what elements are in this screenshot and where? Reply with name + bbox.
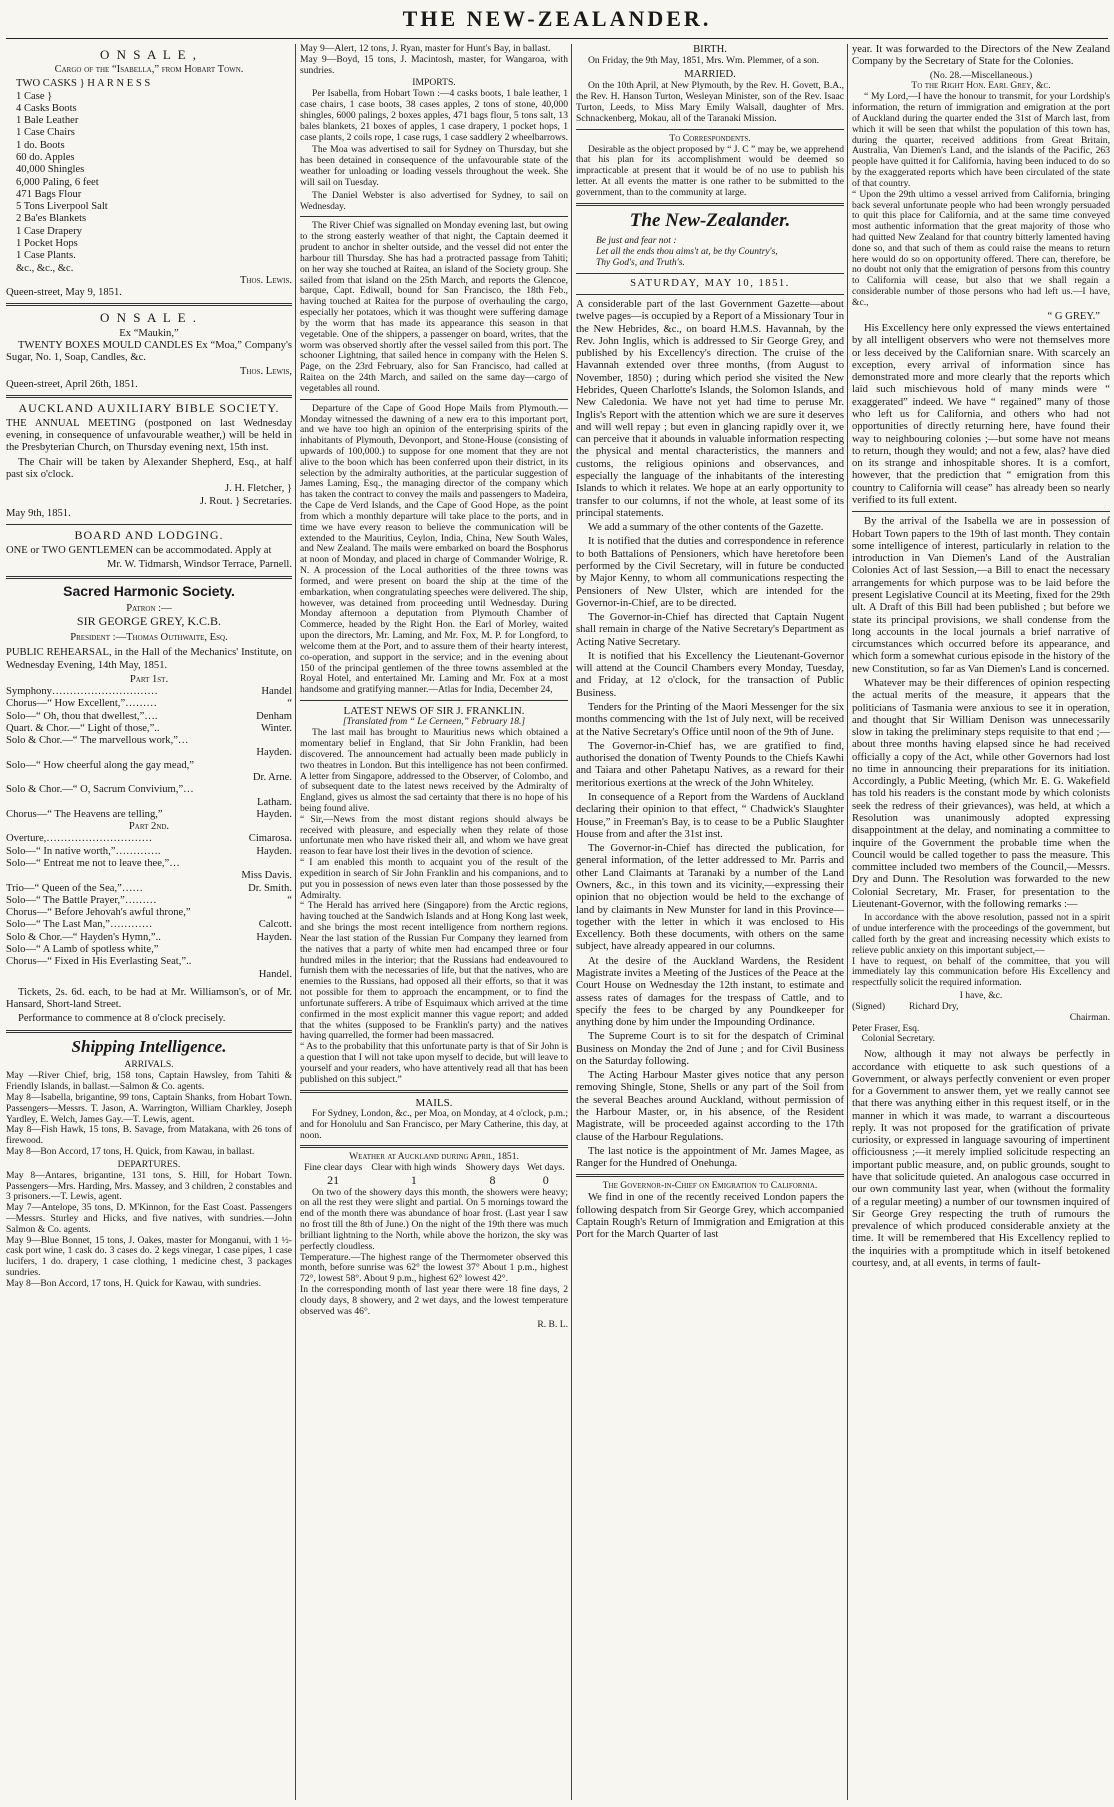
mails-body: For Sydney, London, &c., per Moa, on Monday, at 4 o'clock, p.m.; and for Honolulu and San Francisco, per Mary Catherine, this day, at noon. [300, 1107, 568, 1141]
editorial-paragraph: The Supreme Court is to sit for the despatch of Criminal Business on Monday the 2nd of June ; and for Civil Business on the Saturday following. [576, 1031, 844, 1067]
editorial-paragraph: Now, although it may not always be perfectly in accordance with etiquette to ask such questions of a Government, or always perfectly convenient or even proper for a Government to answer them, yet we really cannot see that there was anything either in this request itself, or in the manner in which it was made, to warrant a discourteous reply. It was not proposed for the gratification of private curiosity, or expressed in language savouring of impertinent officiousness ;—it merely implied solicitude respecting an important public measure, and, on public grounds, sought to have that solicitude quieted. An analogous case occurred in our own community last year, when (without the formality of a regular meeting) a number of our townsmen inquired of Sir George Grey respecting the truth of rumours the prevalence of which produced considerable anxiety at the time. It will be remembered that His Excellency replied to the inquiries with a promptitude which in itself betokened courtesy, and, at all events, in terms of fault- [852, 1049, 1110, 1269]
moa-notice: The Moa was advertised to sail for Sydney on Thursday, but she has been detained in consequence of the unfavourable state of the weather for unloading or loading vessels throughout the week. She will sail on Tuesday. [300, 144, 568, 188]
editorial-paragraph: In consequence of a Report from the Wardens of Auckland declaring their opinion to that effect, “ Chadwick's Slaughter House,” in Freeman's Bay, is to cease to be a Public Slaughter House from and after the 31st inst. [576, 792, 844, 840]
franklin-subtitle: [Translated from “ Le Cerneen,” February 18.] [342, 717, 526, 728]
sale2-date: Queen-street, April 26th, 1851. [6, 378, 138, 390]
rule [300, 1145, 568, 1148]
patron-name: SIR GEORGE GREY, K.C.B. [76, 614, 222, 629]
table-header: Fine clear days [304, 1162, 363, 1174]
weather-signature: R. B. L. [537, 1318, 568, 1330]
rule [576, 129, 844, 130]
program-row: Solo—“ A Lamb of spotless white,” [6, 943, 159, 955]
list-item: 1 Case Drapery [16, 225, 82, 237]
program-row: Chorus—“ How Excellent,”……… “ [6, 698, 292, 710]
editorial-paragraph: We add a summary of the other contents of the Gazette. [588, 522, 824, 534]
program-row: Solo—“ Oh, thou that dwellest,”…. Denham [6, 710, 292, 722]
letter-addressee: To the Right Hon. Earl Grey, &c. [911, 80, 1051, 92]
column-2 [300, 44, 568, 1800]
departures-continued: May 9—Alert, 12 tons, J. Ryan, master for Hunt's Bay, in ballast. May 9—Boyd, 15 tons, J. Macintosh, master, for Wangaroa, with sundries. [300, 44, 568, 76]
list-item: 1 Bale Leather [16, 115, 79, 127]
program-row: Dr. Arne. [252, 772, 292, 784]
sale2-body: TWENTY BOXES MOULD CANDLES Ex “Moa,” Company's Sugar, No. 1, Soap, Candles, &c. [6, 339, 292, 364]
editorial-paragraph: The Acting Harbour Master gives notice that any person removing Shingle, Stone, Shells or any part of the Soil from the several Beaches around Auckland, without permission of the Harbour Master, or, in his absence, of the Resident Magistrate, will be proceeded against according to the 17th clause of the Harbour Regulations. [576, 1070, 844, 1143]
list-item: 6,000 Paling, 6 feet [16, 176, 99, 188]
bible-society-date: May 9th, 1851. [6, 507, 71, 519]
weather-table [300, 1163, 568, 1187]
column-3 [576, 44, 844, 1800]
weather-body: On two of the showery days this month, the showers were heavy; on all the rest they were slight and partial. On 5 mornings toward the end of the month there was abundance of hoar frost. (Last year I saw no frost till the 8th of June.) On the night of the 19th there was much brilliant lightning to the North, while above the horizon, the sky was perfectly cloudless. Temperature.—The highest range of the Thermometer observed this month, before sunrise was 62° the lowest 37° About 1 p.m., highest 72°, lowest 58°. About 9 p.m., highest 62° lowest 42°. In the corresponding month of last year there were 18 fine days, 2 cloudy days, 8 showery, and 2 wet days, and the lowest temperature observed was 46°. [300, 1186, 568, 1317]
sale2-ex: Ex “Maukin,” [119, 327, 179, 339]
list-item: 5 Tons Liverpool Salt [16, 201, 108, 213]
editorial-paragraph: The Governor-in-Chief has directed the publication, for general information, of the letter addressed to Mr. Parris and other Land Claimants at Taranaki by a number of the Land Owners, &c., in this town and its vicinity,—expressing their opinion that no objection would be held to the exchange of land by claimants in New Munster for land in this Province—together with the letter in which it was enclosed to His Excellency. Both these documents, with others on the same subject, have already appeared in our columns. [576, 843, 844, 953]
weather-title: Weather at Auckland during April, 1851. [349, 1151, 519, 1163]
bible-society-chair: The Chair will be taken by Alexander Shepherd, Esq., at half past six o'clock. [6, 456, 292, 480]
table-row [300, 1163, 568, 1174]
program-row: Chorus—“ Fixed in His Everlasting Seat,”.. [6, 956, 192, 968]
program-row: Solo—“ How cheerful along the gay mead,” [6, 759, 194, 771]
column-1 [6, 44, 292, 1800]
editorial-paragraph: A considerable part of the last Government Gazette—about twelve pages—is occupied by a Report of a Missionary Tour in the New Hebrides, &c., on board H.M.S. Havannah, by the Rev. John Inglis, which is addressed to Sir George Grey, and published by his Excellency's direction. The cruise of the Havannah extended over three months, (from August to November, 1850) ; during which period she visited the New Hebrides, Queen Charlotte's Islands, the Solomon Islands, and New Caledonia. We have not yet had time to peruse Mr. Inglis's Report with the attention which we are sure it deserves and will well repay ; but even in glancing rapidly over it, we can perceive that it abounds in valuable information respecting the physical and mental characteristics, the manners and customs, the religious opinions and observances, and especially the language of the inhabitants of the interesting Islands to which it relates. We hope at an early opportunity to transfer to our columns, if not the whole, at least some of its principal statements. [576, 299, 844, 519]
rule [576, 1174, 844, 1177]
dry-letter-signed: (Signed) Richard Dry, [852, 1000, 959, 1012]
rule [576, 294, 844, 295]
program-row: Chorus—“ The Heavens are telling,” Hayden. [6, 808, 292, 820]
editorial-paragraph: By the arrival of the Isabella we are in possession of Hobart Town papers to the 19th of last month. They contain some intelligence of interest, particularly in relation to the introduction in Van Diemen's Land of the Australian Colonies Act of last Session,—a Bill to enact the necessary arrangements for which purpose was to be laid before the present Legislative Council at its Meeting, fixed for the 29th ult. A Draft of this Bill had been published ; but before we state its principal provisions, we shall condense from the long accounts in the local journals a brief narrative of circumstances which occurred before its appearance, and which form a somewhat curious episode in the history of the new Constitution, so far as Van Diemen's Land is concerned. [852, 516, 1110, 675]
departures-body: May 8—Antares, brigantine, 131 tons, S. Hill, for Hobart Town. Passengers—Mrs. Harding, Mrs. Massey, and 3 children, 2 constables and 3 prisoners.—T. Lewis, agent. May 7—Antelope, 35 tons, D. M'Kinnon, for the East Coast. Passengers—Messrs. Sturley and Hicks, and five natives, with sundries.—John Salmon & Co. agents. May 9—Blue Bonnet, 15 tons, J. Oakes, master for Monganui, with 1 ½-cask port wine, 1 cask do. 3 cases do. 2 kegs vinegar, 1 case pipes, 1 case lucifers, 1 do. drapery, 1 case clothing, 1 medicine chest, 3 packages sundries. May 8—Bon Accord, 17 tons, H. Quick for Kawau, with sundries. [6, 1169, 292, 1289]
table-cell: 0 [542, 1173, 549, 1188]
program-part-1 [6, 686, 292, 821]
program-row: Solo—“ Entreat me not to leave thee,”… [6, 858, 180, 870]
rule [6, 524, 292, 525]
part-1-label: Part 1st. [129, 673, 169, 685]
daniel-webster-notice: The Daniel Webster is also advertised for Sydney, to sail on Wednesday. [300, 189, 568, 212]
program-row: Miss Davis. [241, 870, 292, 882]
birth-body: On Friday, the 9th May, 1851, Mrs. Wm. Plemmer, of a son. [588, 55, 820, 67]
imports-heading: IMPORTS. [412, 77, 456, 89]
program-row: Solo—“ The Battle Prayer,”……… “ [6, 894, 292, 906]
program-row: Handel. [258, 968, 292, 980]
married-body: On the 10th April, at New Plymouth, by the Rev. H. Govett, B.A., the Rev. H. Hanson Turton, Wesleyan Minister, son of the Rev. Isaac Turton, Leeds, to Miss Mary Emily Walsall, daughter of Mrs. Schnackenberg, Mokau, all of the Taranaki Mission. [576, 80, 844, 124]
table-header: Clear with high winds [371, 1162, 457, 1174]
program-row: Symphony………………………… Handel [6, 686, 292, 698]
editorial-paragraph: The Governor-in-Chief has, we are gratified to find, authorised the donation of Twenty Pounds to the Chiefs Kawhi and Taiara and other Pahetapu Natives, as a reward for their meritorious exertions at the wreck of the John Whiteley. [576, 740, 844, 789]
dry-letter-addressee: Peter Fraser, Esq. Colonial Secretary. [852, 1022, 936, 1045]
table-cell: 8 [489, 1173, 496, 1188]
birth-heading: BIRTH. [693, 44, 727, 55]
river-chief-report: The River Chief was signalled on Monday evening last, but owing to the strong easterly weather of that night, the Captain deemed it prudent to anchor in shelter outside, and the vessel did not enter the harbour till Thursday. She has had a protracted passage from Tahiti; on her way she touched at Raitea, an island of the Society group. She sailed from that island on the 25th March, and reports the Glencoe, barque, Capt. Ediwall, bound for San Francisco, the 18th Feb., having touched at Raitea for the purpose of overhauling the cargo, especially her potatoes, which it was thought were suffering damage by the worm that has made its appearance this season in that vegetable. One of the shippers, a passenger on board, writes, that the worm was observed shortly after the vessel sailed from this port. The schooner Lightning, that sailed hence in company with the Helen S. Page, on the 23rd February, also for San Francisco, had called at Raitea on the 24th March, and sailed on the same day—cargo of vegetables all round. [300, 220, 568, 394]
rehearsal-body: PUBLIC REHEARSAL, in the Hall of the Mechanics' Institute, on Wednesday Evening, 14th May, 1851. [6, 647, 292, 671]
editorial-paragraph: Whatever may be their differences of opinion respecting the actual merits of the measure, it appears that the politicians of Tasmania were anxious to see it in operation, and thought that Sir William Denison was unnecessarily slow in taking the preliminary steps requisite to that end ;—about three months having elapsed since he had received officially a copy of the Act, while other Governors had lost no time in announcing their preparations for its initiation. Accordingly, a Public Meeting, (which Mr. E. G. Wakefield has told his readers is the constant mode by which colonists seek the redress of their grievances), was held, at which a Resolution was unanimously adopted expressing disappointment at the delay, and nominating a committee to inquire of the Government the probable time when the Council would be called together to pass the measure. This committee included two members of the Council,—Messrs. Dry and Dunn. The Resolution was forwarded to the new Colonial Secretary, Mr. Fraser, for presentation to the Lieutenant-Governor, with the following remarks :— [852, 677, 1110, 910]
patron-label: Patron :— [126, 602, 172, 614]
rule [576, 203, 844, 206]
program-row: Solo—“ In native worth,”…………. Hayden. [6, 845, 292, 857]
dateline: SATURDAY, MAY 10, 1851. [630, 277, 790, 289]
program-row: Trio—“ Queen of the Sea,”…… Dr. Smith. [6, 882, 292, 894]
program-row: Chorus—“ Before Jehovah's awful throne,” [6, 907, 191, 919]
masthead: THE NEW-ZEALANDER. [402, 6, 712, 31]
grey-letter: “ My Lord,—I have the honour to transmit, for your Lordship's information, the return of immigration and emigration at the port of Auckland during the quarter ended the 31st of March last, from which it will be seen that whilst the population of this town has, during the quarter, received additions from Great Britain, Australia, Van Diemen's Land, and the islands of the Pacific, 263 people have quitted it for California, having been induced to do so by the exaggerated reports which have been circulated of the state of that country. “ Upon the 29th ultimo a vessel arrived from California, bringing back several unfortunate people who had been wrongly persuaded to quit this place for California, and at the same time conveyed most authentic information that the great majority of those who had quitted New Zealand for that country bitterly lamented having done so, and that such of them as could raise the means to return here would do so on opportunity offered. There can, therefore, be no doubt not only that the emigration of persons from this country to California will cease, but also that we shall regain a considerable number of those persons who had left us.—I have, &c., [852, 91, 1110, 308]
program-row: Hayden. [256, 747, 292, 759]
program-row: Solo & Chor.—“ Hayden's Hymn,”.. Hayden. [6, 931, 292, 943]
column-divider [571, 44, 572, 1800]
motto: Be just and fear not : Let all the ends thou aims't at, be thy Country's, Thy God's, and Truth's. [596, 235, 778, 268]
bible-society-secretaries: J. H. Fletcher, } J. Rout. } Secretaries. [199, 483, 292, 507]
married-heading: MARRIED. [684, 69, 736, 81]
harmonic-society-title: Sacred Harmonic Society. [63, 582, 235, 599]
list-item: 1 do. Boots [16, 139, 65, 151]
program-row: Solo & Chor.—“ The marvellous work,”… [6, 735, 189, 747]
arrivals-body: May —River Chief, brig, 158 tons, Captain Hawsley, from Tahiti & Friendly Islands, in ballast.—Salmon & Co. agents. May 8—Isabella, brigantine, 99 tons, Captain Shanks, from Hobart Town. Passengers—Messrs. T. Jason, A. Warrington, William Charkley, Joseph Yardley, E. Welch, James Gay.—T. Lewis, agent. May 8—Fish Hawk, 15 tons, B. Savage, from Matakana, with 26 tons of firewood. May 8—Bon Accord, 17 tons, H. Quick, from Kawau, in ballast. [6, 1070, 292, 1158]
editorial-paragraph: It is notified that his Excellency the Lieutenant-Governor will attend at the Council Chambers every Monday, Tuesday, and Friday, at 12 o'clock, for the transaction of Public Business. [576, 650, 844, 699]
sale-title: O N S A L E , [99, 47, 199, 62]
rule [6, 395, 292, 398]
list-item: 40,000 Shingles [16, 164, 85, 176]
grey-signature: “ G GREY.” [1047, 310, 1100, 322]
sale-subtitle: Cargo of the “Isabella,” from Hobart Town. [54, 64, 244, 76]
list-item: TWO CASKS } H A R N E S S [16, 78, 151, 90]
emigration-body: We find in one of the recently received London papers the following despatch from Sir George Grey, which accompanied Captain Rough's Return of Immigration and Emigration at this Port for the March Quarter of last [576, 1192, 844, 1241]
tickets: Tickets, 2s. 6d. each, to be had at Mr. Williamson's, or of Mr. Hansard, Short-land Street. [6, 986, 292, 1011]
cape-mails-report: Departure of the Cape of Good Hope Mails from Plymouth.—Monday witnessed the dawning of a new era to this important port, and we have too high an opinion of the enterprising spirits of the inhabitants of Plymouth, Devonport, and Stone-House (consisting of upwards of 100,000.) to suppose for one moment that they are not alive to the boon which has been conferred upon their district, in its selection by the admiralty authorities, at the particular suggestion of James Laming, Esq., the managing director of the company which has taken the contract to convey the mails and passengers to Madeira, the Cape de Verd Islands, and the Cape of Good Hope, as the point from which a monthly departure will take place to the ports, and in time we have every reason to believe the communication will be extended to the Mauritius, Ceylon, India, China, New South Wales, and New Zealand. The mails were embarked on board the Bosphorus at noon of Monday, and placed in charge of Commander Wolrige, R. N. A procession of the Local authorities of the three towns was formed, and were present on board the ship at the time of the embarkation, when congratulating speeches were delivered. The ship, however, was detained from proceeding until Wednesday. During Monday afternoon a deputation from Plymouth Chamber of Commerce, headed by the Right Hon. the Earl of Morley, waited upon the directors, Mr. Laming, and Mr. Fox, M. P. for Longford, to welcome them at the Port, and to assure them of their hearty interest, co-operation, and support in the service; and in the evening about 150 of the principal gentlemen of the three towns assembled at the Royal Hotel, and entertained Mr. Laming and Mr. Fox at a most handsome and gratifying manner.—Atlas for India, December 24, [300, 402, 568, 696]
column-divider [847, 44, 848, 1800]
president: President :—Thomas Outhwaite, Esq. [70, 631, 228, 643]
masthead-rule [6, 38, 1108, 39]
sale-items [6, 78, 292, 275]
list-item: &c., &c., &c. [16, 262, 74, 274]
column-divider [295, 44, 296, 1800]
mails-title: MAILS. [415, 1096, 453, 1109]
dry-letter-closing: I have, &c. [959, 990, 1003, 1002]
rule [852, 511, 1110, 512]
program-row: Latham. [256, 796, 292, 808]
program-row: Quart. & Chor.—“ Light of those,”.. Winter. [6, 722, 292, 734]
list-item: 1 Case } [16, 90, 53, 102]
list-item: 1 Case Chairs [16, 127, 75, 139]
franklin-title: LATEST NEWS OF SIR J. FRANKLIN. [343, 705, 525, 718]
performance-time: Performance to commence at 8 o'clock precisely. [18, 1013, 226, 1025]
miscellaneous-number: (No. 28.—Miscellaneous.) [929, 69, 1033, 81]
emigration-heading: The Governor-in-Chief on Emigration to California. [602, 1180, 818, 1192]
rule [300, 399, 568, 400]
paper-title: The New-Zealander. [629, 209, 791, 231]
program-row: Solo—“ The Last Man,”………… Calcott. [6, 919, 292, 931]
emigration-continued: year. It was forwarded to the Directors of the New Zealand Company by the Secretary of State for the Colonies. [852, 44, 1110, 68]
board-body: ONE or TWO GENTLEMEN can be accommodated. Apply at [6, 544, 272, 556]
list-item: 471 Bags Flour [16, 188, 82, 200]
list-item: 60 do. Apples [16, 152, 75, 164]
table-cell: 21 [327, 1173, 340, 1188]
rule [6, 303, 292, 306]
shipping-intelligence-title: Shipping Intelligence. [71, 1036, 227, 1056]
correspondents-body: Desirable as the object proposed by “ J. C ” may be, we apprehend that his plan for its accomplishment would be deemed so impracticable at present that it would be of no use to publish his letter. At all events the matter is one rather to be submitted to the government, than to the community at large. [576, 143, 844, 198]
editorial-paragraph: At the desire of the Auckland Wardens, the Resident Magistrate invites a Meeting of the Justices of the Peace at the Court House on Wednesday the 12th instant, to estimate and assess rates of damages for the trespass of Cattle, and to specify the fees to be charged by any Poundkeeper for anything done by him under the Impounding Ordinance. [576, 955, 844, 1029]
list-item: 1 Pocket Hops [16, 238, 78, 250]
departures-heading: DEPARTURES. [117, 1158, 181, 1170]
column-4 [852, 44, 1110, 1800]
rule [6, 1030, 292, 1033]
rule [300, 700, 568, 701]
editorial-paragraph: It is notified that the duties and correspondence in reference to both Battalions of Pensioners, which have heretofore been performed by the Civil Secretary, will in future be conducted by Major Kenny, to whom all communications respecting the Pensioners of New Ulster, which are intended for the Governor-in-Chief, are to be directed. [576, 536, 844, 609]
list-item: 1 Case Plants. [16, 250, 76, 262]
table-cell: 1 [410, 1173, 417, 1188]
sale2-signature: Thos. Lewis, [240, 366, 292, 378]
arrivals-heading: ARRIVALS. [124, 1059, 174, 1071]
program-part-2 [6, 833, 292, 980]
sale2-title: O N S A L E . [99, 310, 199, 326]
sale-signature: Thos. Lewis. [240, 274, 292, 286]
board-address: Mr. W. Tidmarsh, Windsor Terrace, Parnell. [107, 559, 292, 571]
editorial-paragraph: His Excellency here only expressed the views entertained by all intelligent observers who were not themselves more or less deceived by the Californian snare. With scarcely an exception, every arrival of information since has demonstrated more and more clearly that the reports which laid such mischievous hold of many minds were “ exaggerated” indeed. We have “ regained” many of those who left us for California, and others who had not opportunities of directly returning here, have found their way to neighbouring colonies ;—but some have not means to return, though they would; and not a few, alas? have died on its strange and inhospitable shores. It is a comfort, however, that the prediction that “ emigration from this country to California will cease” has already been so nearly verified to its full extent. [852, 323, 1110, 506]
rule [300, 1090, 568, 1093]
board-title: BOARD AND LODGING. [74, 528, 224, 543]
sale-date: Queen-street, May 9, 1851. [6, 287, 122, 299]
program-row: Overture,………………………… Cimarosa. [6, 833, 292, 845]
editorial-paragraph: Tenders for the Printing of the Maori Messenger for the six months commencing with the 1st of July next, will be received at the Native Secretary's Office until noon of the 9th of June. [576, 702, 844, 738]
list-item: 4 Casks Boots [16, 102, 77, 114]
rule [576, 273, 844, 274]
program-row: Solo & Chor.—“ O, Sacrum Convivium,”… [6, 784, 194, 796]
dry-letter: In accordance with the above resolution, passed not in a spirit of undue interference with the proceedings of the government, but called forth by the great and increasing necessity which exists to relieve public anxiety on this important subject,— I have to request, on behalf of the committee, that you will immediately lay this communication before His Excellency and respectfully solicit the required information. [852, 912, 1110, 989]
editorial-paragraph: The last notice is the appointment of Mr. James Magee, as Ranger for the Hundred of Onehunga. [576, 1145, 844, 1170]
table-row [300, 1174, 568, 1188]
correspondents-heading: To Correspondents. [669, 132, 751, 144]
rule [300, 216, 568, 217]
bible-society-body: THE ANNUAL MEETING (postponed on last Wednesday evening, in consequence of unfavourable weather,) will be held in the Presbyterian Church, on Thursday evening next, 15th inst. [6, 417, 292, 454]
franklin-body: The last mail has brought to Mauritius news which obtained a momentary belief in England, that Sir John Franklin, had been discovered. The announcement had actually been made publicly in two theatres in London. But this intelligence has not been confirmed. A letter from Singapore, addressed to the Observer, of Colombo, and of subsequent date to the latest news received by the Admiralty of England, gives us almost the sad certainty that there is no hope of his being found alive. “ Sir,—News from the most distant regions should always be received with pleasure, and especially when they relate of those unfortunate men who have risked their all, and whom we have great reason to fear have lost their lives in the devotion of science. “ I am enabled this month to acquaint you of the result of the expedition in search of Sir John Franklin and his companions, and to put you in possession of news even later than those possessed by the Admiralty. “ The Herald has arrived here (Singapore) from the Arctic regions, having touched at the Sandwich Islands and at Hong Kong last week, and she brings the most recent intelligence from northern regions. Near the last station of the Russian Fur Company they learned from the natives that a party of white men had encamped three or four hundred miles in the interior; that the Russians had endeavoured to furnish them with the necessaries of life, but that the natives, who are enemies to the Russians, had opposed all their efforts, so that it was not possible for them to approach the encampment, or to find the unfortunate sufferers. A tribe of Esquimaux which arrived at the time confirmed in the most explicit manner this vague report; and added that the whites (supposed to be Franklin's party) and the natives having quarrelled, the former had been massacred. “ As to the probability that this unfortunate party is that of Sir John is a question that I will not take upon myself to decide, but will leave to yourself and your readers, who have attentively read all that has been published on this subject.” [300, 727, 568, 1085]
part-2-label: Part 2nd. [128, 821, 170, 833]
rule [6, 576, 292, 579]
table-header: Showery days [465, 1162, 520, 1174]
editorial-paragraph: The Governor-in-Chief has directed that Captain Nugent shall remain in charge of the Native Secretary's Department as Acting Native Secretary. [576, 612, 844, 648]
imports-body: Per Isabella, from Hobart Town :—4 casks boots, 1 bale leather, 1 case chairs, 1 case boots, 38 cases apples, 2 tons of stone, 40,000 shingles, 6000 palings, 2 boxes apples, 471 bags flour, 5 tons salt, 13 bales blankets, 21 boxes of apples, 1 case drapery, 1 pocket hops, 1 case plants, 2 coils rope, 1 case rugs, 1 case saddlery 2 wheelbarrows. [300, 88, 568, 143]
list-item: 2 Ba'es Blankets [16, 213, 87, 225]
bible-society-title: AUCKLAND AUXILIARY BIBLE SOCIETY. [18, 400, 280, 415]
table-header: Wet days. [526, 1162, 565, 1174]
dry-letter-chairman: Chairman. [1069, 1011, 1110, 1023]
